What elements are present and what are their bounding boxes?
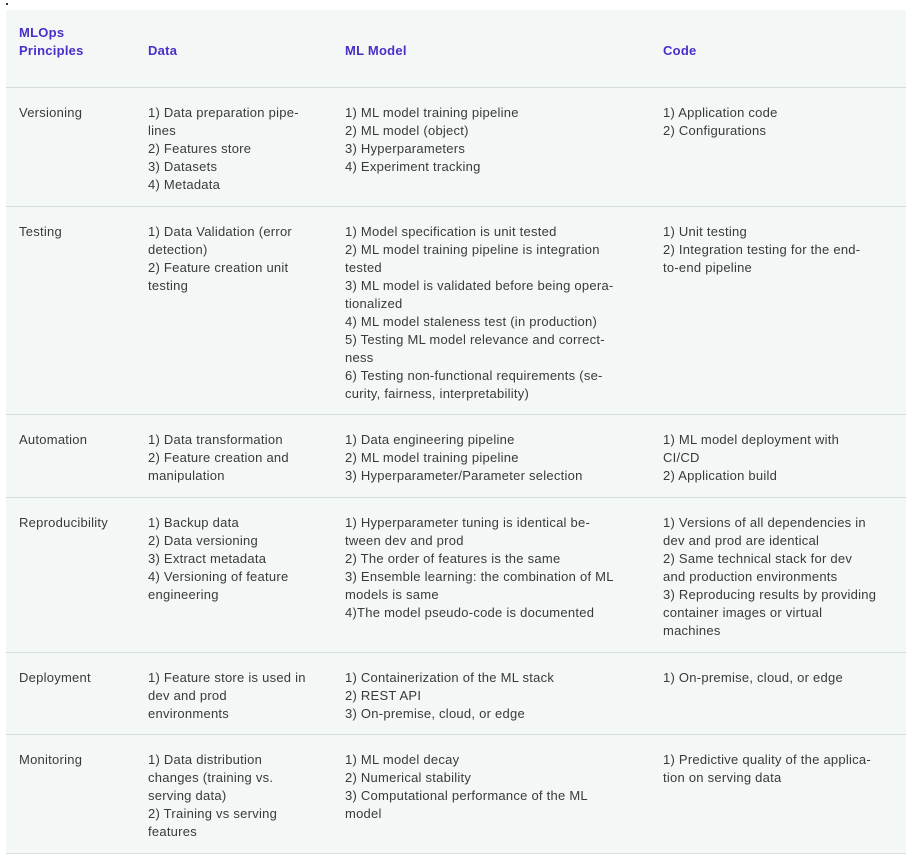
corner-dot xyxy=(6,3,8,5)
header-data: Data xyxy=(148,43,178,58)
table-row xyxy=(6,653,906,735)
row-code: 1) On-premise, cloud, or edge xyxy=(663,670,843,685)
table-header xyxy=(6,10,906,88)
row-principle: Versioning xyxy=(19,105,83,120)
table-row xyxy=(6,498,906,653)
row-principle: Reproducibility xyxy=(19,515,109,530)
row-ml-model: 1) Hyperparameter tuning is identical be- tween dev and prod 2) The order of features is the same 3) Ensemble learning: the combination of ML models is same 4)The model pseudo-code is documented xyxy=(345,515,614,620)
row-code: 1) Predictive quality of the applica- tion on serving data xyxy=(663,752,871,785)
row-data: 1) Backup data 2) Data versioning 3) Extract metadata 4) Versioning of feature engineering xyxy=(148,515,289,602)
row-data: 1) Data Validation (error detection) 2) Feature creation unit testing xyxy=(148,224,293,293)
row-principle: Automation xyxy=(19,432,88,447)
row-data: 1) Feature store is used in dev and prod environments xyxy=(148,670,306,721)
row-data: 1) Data transformation 2) Feature creation and manipulation xyxy=(148,432,289,483)
row-data: 1) Data preparation pipe- lines 2) Features store 3) Datasets 4) Metadata xyxy=(148,105,299,192)
row-ml-model: 1) ML model decay 2) Numerical stability 3) Computational performance of the ML model xyxy=(345,752,588,821)
row-data: 1) Data distribution changes (training vs. serving data) 2) Training vs serving features xyxy=(148,752,278,839)
mlops-principles-table xyxy=(6,10,906,854)
header-code: Code xyxy=(663,43,697,58)
table-row xyxy=(6,735,906,854)
row-ml-model: 1) ML model training pipeline 2) ML model (object) 3) Hyperparameters 4) Experiment tracking xyxy=(345,105,519,174)
row-ml-model: 1) Containerization of the ML stack 2) REST API 3) On-premise, cloud, or edge xyxy=(345,670,555,721)
row-code: 1) ML model deployment with CI/CD 2) Application build xyxy=(663,432,840,483)
header-ml-model: ML Model xyxy=(345,43,407,58)
row-code: 1) Unit testing 2) Integration testing for the end- to-end pipeline xyxy=(663,224,861,275)
row-principle: Testing xyxy=(19,224,62,239)
row-ml-model: 1) Model specification is unit tested 2) ML model training pipeline is integration tested 3) ML model is validated before being opera- tionalized 4) ML model staleness test (in production) 5) Testing ML model relevance and correct- ness 6) Testing non-functional requirements (se- curity, fairness, interpretability) xyxy=(345,224,614,401)
row-principle: Deployment xyxy=(19,670,91,685)
row-code: 1) Application code 2) Configurations xyxy=(663,105,778,138)
row-code: 1) Versions of all dependencies in dev and prod are identical 2) Same technical stack for dev and production environments 3) Reproducing results by providing container images or virtual machines xyxy=(663,515,877,638)
table-row xyxy=(6,88,906,207)
table-row xyxy=(6,415,906,498)
header-principles: MLOps Principles xyxy=(19,25,84,58)
row-ml-model: 1) Data engineering pipeline 2) ML model training pipeline 3) Hyperparameter/Parameter selection xyxy=(345,432,583,483)
row-principle: Monitoring xyxy=(19,752,83,767)
table-row xyxy=(6,207,906,415)
